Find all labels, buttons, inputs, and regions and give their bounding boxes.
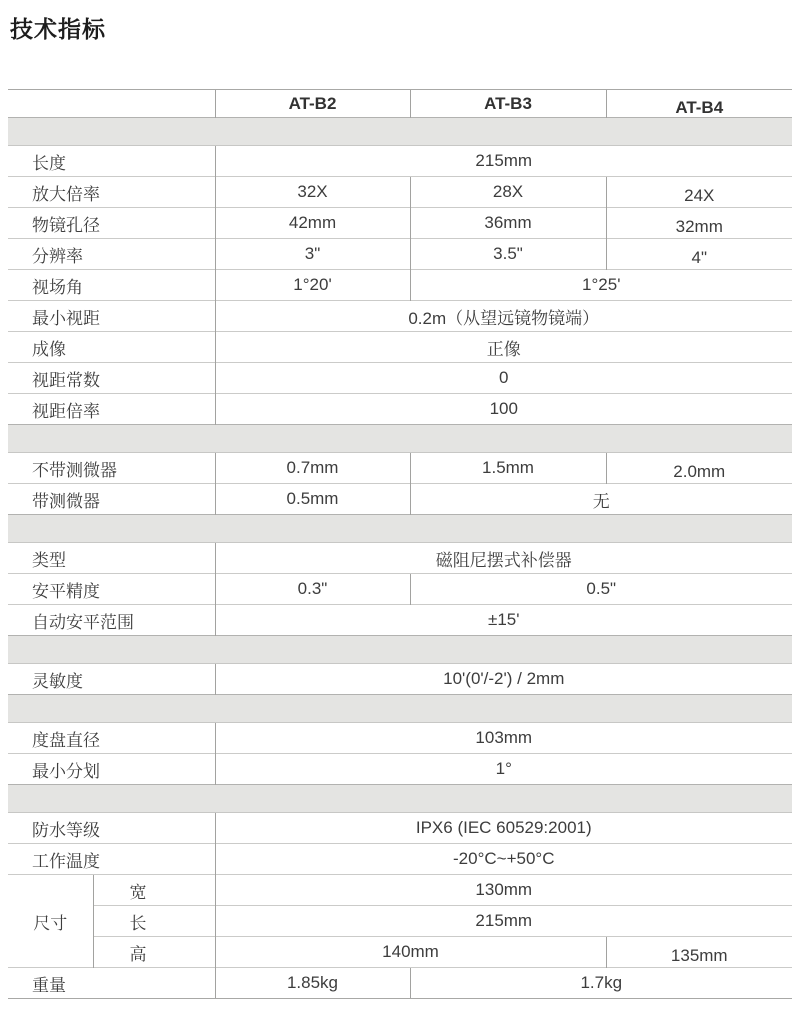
value-aperture-b4: 32mm xyxy=(606,208,792,239)
value-without-micrometer-b2: 0.7mm xyxy=(215,453,410,484)
value-circle-diameter: 103mm xyxy=(215,723,792,754)
row-label-sensitivity: 灵敏度 xyxy=(8,664,215,695)
row-label-weight: 重量 xyxy=(8,968,215,999)
row-label-operating-temp: 工作温度 xyxy=(8,844,215,875)
row-label-resolution: 分辨率 xyxy=(8,239,215,270)
value-field-of-view-b2: 1°20' xyxy=(215,270,410,301)
section-divider xyxy=(8,636,792,664)
section-divider xyxy=(8,695,792,723)
value-stadia-constant: 0 xyxy=(215,363,792,394)
table-row xyxy=(8,875,792,906)
page-title: 技术指标 xyxy=(10,16,106,42)
table-row xyxy=(8,937,792,968)
value-magnification-b3: 28X xyxy=(410,177,606,208)
row-label-min-graduation: 最小分划 xyxy=(8,754,215,785)
header-empty-cell xyxy=(8,90,215,118)
row-label-stadia-constant: 视距常数 xyxy=(8,363,215,394)
table-row xyxy=(8,394,792,425)
table-row xyxy=(8,332,792,363)
section-divider xyxy=(8,425,792,453)
value-field-of-view-b3b4: 1°25' xyxy=(410,270,792,301)
value-resolution-b4: 4" xyxy=(606,239,792,270)
table-row xyxy=(8,605,792,636)
header-row xyxy=(8,90,792,118)
value-setting-accuracy-b2: 0.3" xyxy=(215,574,410,605)
value-weight-b3b4: 1.7kg xyxy=(410,968,792,999)
table-row xyxy=(8,723,792,754)
value-compensator-type: 磁阻尼摆式补偿器 xyxy=(215,543,792,574)
value-operating-temp: -20°C~+50°C xyxy=(215,844,792,875)
column-header-at-b2: AT-B2 xyxy=(215,90,410,118)
row-label-waterproof-rating: 防水等级 xyxy=(8,813,215,844)
value-dimension-height-b2b3: 140mm xyxy=(215,937,606,968)
value-with-micrometer-b3b4: 无 xyxy=(410,484,792,515)
value-compensation-range: ±15' xyxy=(215,605,792,636)
table-row xyxy=(8,543,792,574)
value-dimension-length: 215mm xyxy=(215,906,792,937)
value-with-micrometer-b2: 0.5mm xyxy=(215,484,410,515)
row-label-length: 长度 xyxy=(8,146,215,177)
table-row xyxy=(8,453,792,484)
table-row xyxy=(8,301,792,332)
table-row xyxy=(8,484,792,515)
row-label-magnification: 放大倍率 xyxy=(8,177,215,208)
value-dimension-height-b4: 135mm xyxy=(606,937,792,968)
table-row xyxy=(8,574,792,605)
section-divider xyxy=(8,515,792,543)
row-label-with-micrometer: 带测微器 xyxy=(8,484,215,515)
row-label-dimension-width: 宽 xyxy=(93,875,215,906)
row-label-field-of-view: 视场角 xyxy=(8,270,215,301)
value-magnification-b4: 24X xyxy=(606,177,792,208)
value-waterproof-rating: IPX6 (IEC 60529:2001) xyxy=(215,813,792,844)
table-row xyxy=(8,177,792,208)
row-label-dimension-height: 高 xyxy=(93,937,215,968)
table-row xyxy=(8,363,792,394)
value-magnification-b2: 32X xyxy=(215,177,410,208)
table-row xyxy=(8,146,792,177)
row-label-without-micrometer: 不带测微器 xyxy=(8,453,215,484)
table-row xyxy=(8,208,792,239)
row-label-min-focus-distance: 最小视距 xyxy=(8,301,215,332)
column-header-at-b3: AT-B3 xyxy=(410,90,606,118)
row-label-circle-diameter: 度盘直径 xyxy=(8,723,215,754)
row-label-dimensions: 尺寸 xyxy=(8,875,93,968)
value-dimension-width: 130mm xyxy=(215,875,792,906)
row-label-aperture: 物镜孔径 xyxy=(8,208,215,239)
section-divider xyxy=(8,118,792,146)
value-min-graduation: 1° xyxy=(215,754,792,785)
table-row xyxy=(8,813,792,844)
row-label-dimension-length: 长 xyxy=(93,906,215,937)
value-stadia-ratio: 100 xyxy=(215,394,792,425)
value-setting-accuracy-b3b4: 0.5" xyxy=(410,574,792,605)
table-row xyxy=(8,270,792,301)
value-min-focus-distance: 0.2m（从望远镜物镜端） xyxy=(215,301,792,332)
row-label-image-orientation: 成像 xyxy=(8,332,215,363)
row-label-compensator-type: 类型 xyxy=(8,543,215,574)
table-row xyxy=(8,664,792,695)
value-sensitivity: 10'(0'/-2') / 2mm xyxy=(215,664,792,695)
table-row xyxy=(8,239,792,270)
value-length: 215mm xyxy=(215,146,792,177)
value-weight-b2: 1.85kg xyxy=(215,968,410,999)
value-without-micrometer-b3: 1.5mm xyxy=(410,453,606,484)
table-row xyxy=(8,906,792,937)
table-row xyxy=(8,968,792,999)
value-image-orientation: 正像 xyxy=(215,332,792,363)
value-without-micrometer-b4: 2.0mm xyxy=(606,453,792,484)
value-aperture-b3: 36mm xyxy=(410,208,606,239)
value-resolution-b2: 3" xyxy=(215,239,410,270)
row-label-setting-accuracy: 安平精度 xyxy=(8,574,215,605)
value-aperture-b2: 42mm xyxy=(215,208,410,239)
table-row xyxy=(8,754,792,785)
value-resolution-b3: 3.5" xyxy=(410,239,606,270)
section-divider xyxy=(8,785,792,813)
spec-table xyxy=(8,89,792,999)
row-label-stadia-ratio: 视距倍率 xyxy=(8,394,215,425)
column-header-at-b4: AT-B4 xyxy=(606,90,792,118)
row-label-compensation-range: 自动安平范围 xyxy=(8,605,215,636)
table-row xyxy=(8,844,792,875)
